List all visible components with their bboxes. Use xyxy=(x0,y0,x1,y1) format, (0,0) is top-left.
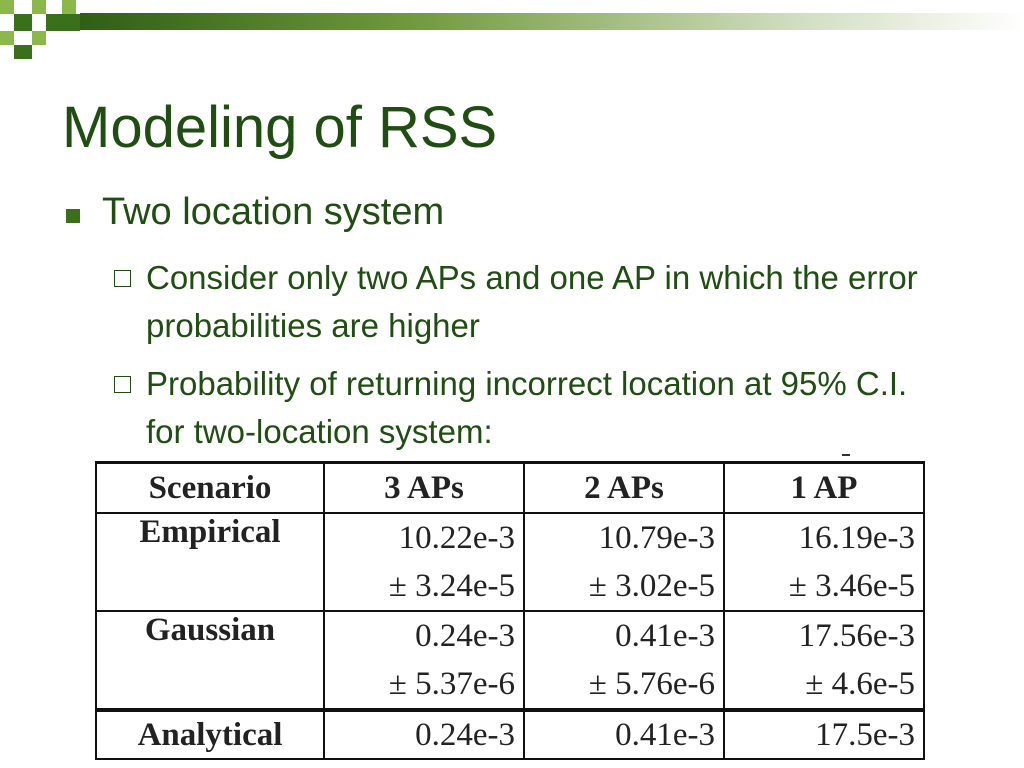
mean-value: 17.56e-3 xyxy=(798,618,915,654)
interval-value: ± 3.46e-5 xyxy=(788,568,915,604)
stray-mark xyxy=(842,454,850,456)
mean-value: 10.79e-3 xyxy=(598,520,715,556)
mean-value: 0.41e-3 xyxy=(615,618,715,654)
mean-value: 16.19e-3 xyxy=(798,520,915,556)
interval-value: ± 5.37e-6 xyxy=(388,666,515,702)
column-header: 1 AP xyxy=(724,463,924,514)
slide-title: Modeling of RSS xyxy=(62,95,498,160)
value-cell xyxy=(324,710,524,759)
column-header: 2 APs xyxy=(524,463,724,514)
value-cell xyxy=(724,710,924,759)
column-header: Scenario xyxy=(96,463,324,514)
hollow-square-bullet-icon xyxy=(114,376,131,393)
error-probability-table xyxy=(95,461,925,760)
header-decoration-bar xyxy=(0,0,1024,60)
square-bullet-icon xyxy=(66,209,80,223)
mean-value: 0.41e-3 xyxy=(615,717,715,753)
value-cell xyxy=(524,710,724,759)
value-cell xyxy=(524,513,724,611)
subbullet-text: Probability of returning incorrect location at 95% C.I. for two-location system: xyxy=(146,365,908,450)
interval-value: ± 3.02e-5 xyxy=(588,568,715,604)
table-row xyxy=(96,710,924,759)
table-row xyxy=(96,611,924,710)
table-row xyxy=(96,513,924,611)
subbullet-text: Consider only two APs and one AP in which the error probabilities are higher xyxy=(146,259,918,344)
mean-value: 0.24e-3 xyxy=(415,717,515,753)
interval-value: ± 4.6e-5 xyxy=(805,666,915,702)
bullet-text: Two location system xyxy=(102,191,445,233)
interval-value: ± 3.24e-5 xyxy=(388,568,515,604)
mean-value: 10.22e-3 xyxy=(398,520,515,556)
value-cell xyxy=(724,611,924,710)
column-header: 3 APs xyxy=(324,463,524,514)
value-cell xyxy=(724,513,924,611)
interval-value: ± 5.76e-6 xyxy=(588,666,715,702)
value-cell xyxy=(524,611,724,710)
mean-value: 0.24e-3 xyxy=(415,618,515,654)
value-cell xyxy=(324,513,524,611)
scenario-cell: Empirical xyxy=(96,513,324,611)
value-cell xyxy=(324,611,524,710)
scenario-cell: Gaussian xyxy=(96,611,324,710)
hollow-square-bullet-icon xyxy=(114,270,131,287)
scenario-cell: Analytical xyxy=(96,710,324,759)
mean-value: 17.5e-3 xyxy=(815,717,915,753)
table-header-row xyxy=(96,463,924,514)
